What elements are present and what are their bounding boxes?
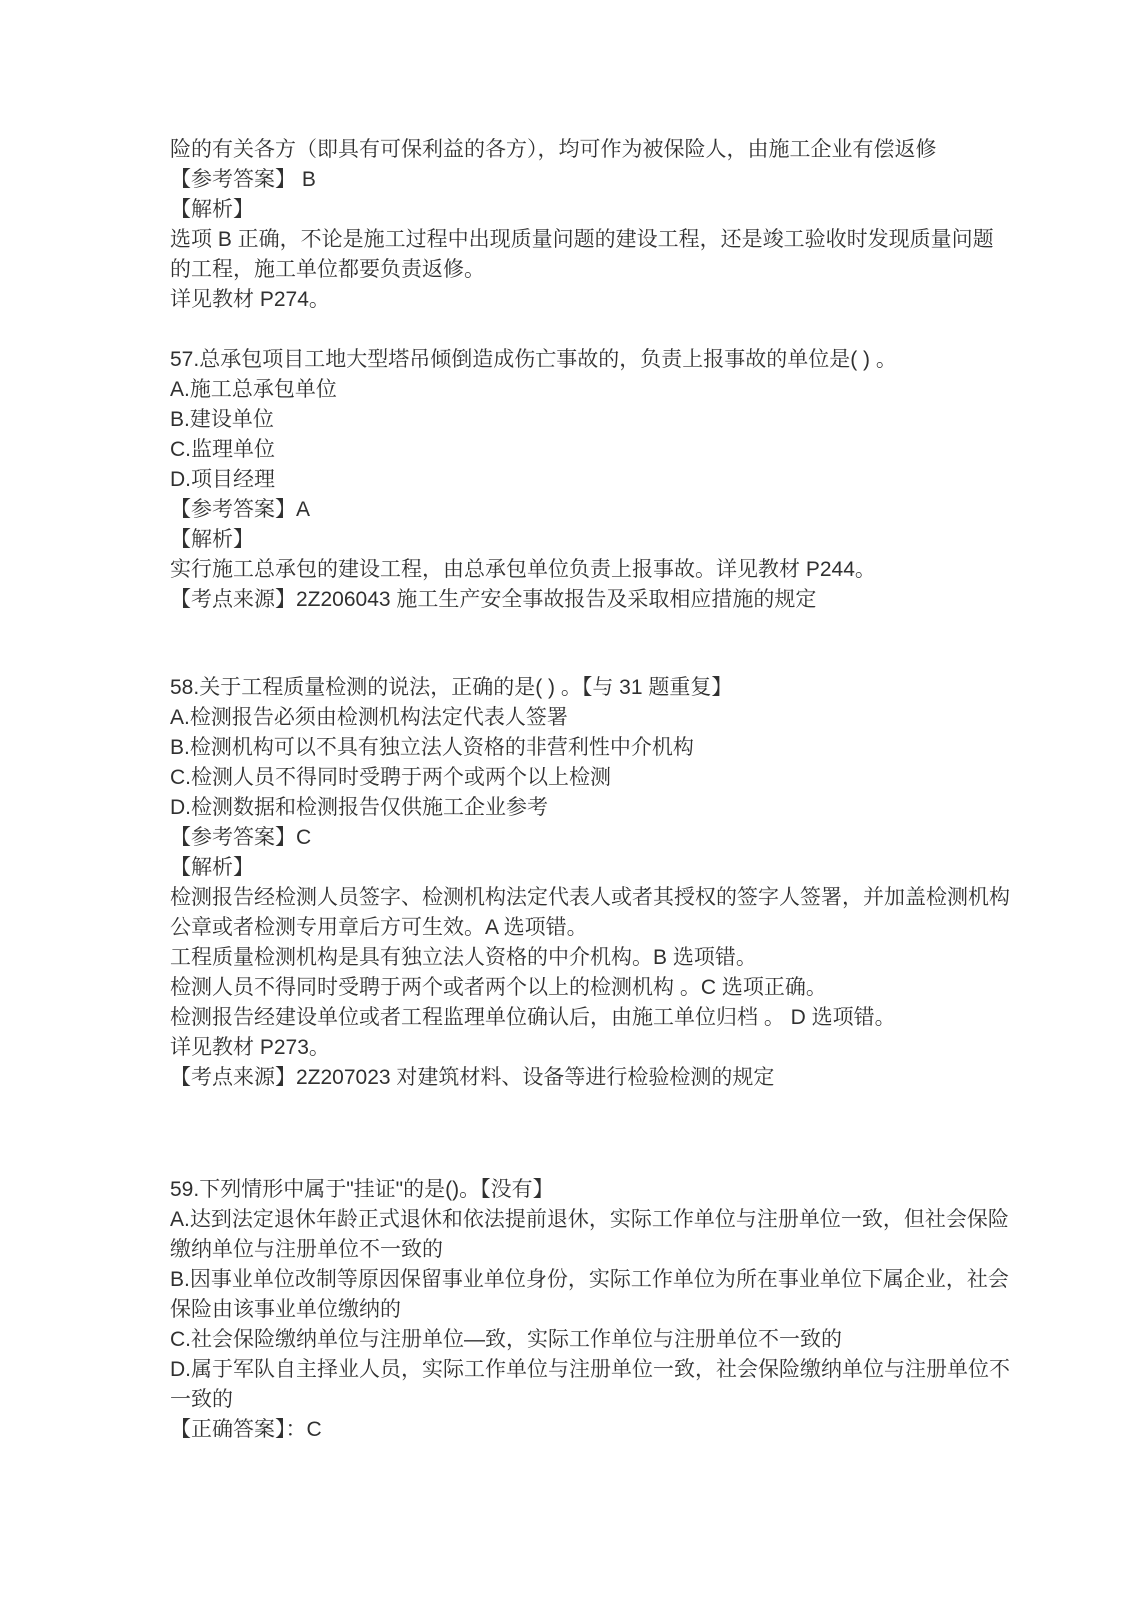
reference-answer-58: 【参考答案】C bbox=[170, 826, 312, 849]
question-59-option-d-line2: 一致的 bbox=[170, 1388, 233, 1411]
question-57-option-a: A.施工总承包单位 bbox=[170, 378, 337, 401]
question-57-title: 57.总承包项目工地大型塔吊倾倒造成伤亡事故的，负责上报事故的单位是( ) 。 bbox=[170, 348, 897, 371]
reference-answer-57: 【参考答案】A bbox=[170, 498, 311, 521]
question-59-option-b-line2: 保险由该事业单位缴纳的 bbox=[170, 1298, 401, 1321]
question-59-option-d-line1: D.属于军队自主择业人员，实际工作单位与注册单位一致，社会保险缴纳单位与注册单位不 bbox=[170, 1358, 1010, 1381]
textbook-reference-58: 详见教材 P273。 bbox=[170, 1036, 330, 1059]
question-57-option-d: D.项目经理 bbox=[170, 468, 275, 491]
question-58-option-d: D.检测数据和检测报告仅供施工企业参考 bbox=[170, 796, 548, 819]
question-59-option-a-line1: A.达到法定退休年龄正式退休和依法提前退休，实际工作单位与注册单位一致，但社会保险 bbox=[170, 1208, 1009, 1231]
question-59-title: 59.下列情形中属于"挂证"的是()。【没有】 bbox=[170, 1178, 554, 1201]
question-58-option-a: A.检测报告必须由检测机构法定代表人签署 bbox=[170, 706, 568, 729]
question-58-title: 58.关于工程质量检测的说法，正确的是( ) 。【与 31 题重复】 bbox=[170, 676, 733, 699]
question-57-option-b: B.建设单位 bbox=[170, 408, 274, 431]
question-58-option-c: C.检测人员不得同时受聘于两个或两个以上检测 bbox=[170, 766, 611, 789]
question-59-option-b-line1: B.因事业单位改制等原因保留事业单位身份，实际工作单位为所在事业单位下属企业，社会 bbox=[170, 1268, 1009, 1291]
question-58-option-b: B.检测机构可以不具有独立法人资格的非营利性中介机构 bbox=[170, 736, 694, 759]
analysis-text-58-line3: 工程质量检测机构是具有独立法人资格的中介机构。B 选项错。 bbox=[170, 946, 757, 969]
analysis-label-58: 【解析】 bbox=[170, 856, 254, 879]
question-57-block bbox=[170, 345, 1011, 615]
correct-answer-59: 【正确答案】：C bbox=[170, 1418, 322, 1441]
analysis-text-58-line2: 公章或者检测专用章后方可生效。A 选项错。 bbox=[170, 916, 588, 939]
textbook-reference-56: 详见教材 P274。 bbox=[170, 288, 330, 311]
analysis-text-58-line5: 检测报告经建设单位或者工程监理单位确认后，由施工单位归档 。 D 选项错。 bbox=[170, 1006, 896, 1029]
question-59-option-a-line2: 缴纳单位与注册单位不一致的 bbox=[170, 1238, 443, 1261]
prev-question-text-continuation: 险的有关各方（即具有可保利益的各方），均可作为被保险人，由施工企业有偿返修 bbox=[170, 138, 937, 161]
question-59-option-c: C.社会保险缴纳单位与注册单位—致，实际工作单位与注册单位不一致的 bbox=[170, 1328, 842, 1351]
question-58-block bbox=[170, 673, 1011, 1093]
question-59-block bbox=[170, 1175, 1011, 1445]
analysis-text-58-line1: 检测报告经检测人员签字、检测机构法定代表人或者其授权的签字人签署，并加盖检测机构 bbox=[170, 886, 1010, 909]
question-56-answer-block bbox=[170, 135, 1011, 315]
analysis-label-57: 【解析】 bbox=[170, 528, 254, 551]
analysis-label-56: 【解析】 bbox=[170, 198, 254, 221]
analysis-text-58-line4: 检测人员不得同时受聘于两个或者两个以上的检测机构 。C 选项正确。 bbox=[170, 976, 827, 999]
knowledge-source-58: 【考点来源】2Z207023 对建筑材料、设备等进行检验检测的规定 bbox=[170, 1066, 775, 1089]
analysis-text-57: 实行施工总承包的建设工程，由总承包单位负责上报事故。详见教材 P244。 bbox=[170, 558, 876, 581]
analysis-text-56-line1: 选项 B 正确，不论是施工过程中出现质量问题的建设工程，还是竣工验收时发现质量问题 bbox=[170, 228, 994, 251]
reference-answer-56: 【参考答案】 B bbox=[170, 168, 316, 191]
question-57-option-c: C.监理单位 bbox=[170, 438, 275, 461]
analysis-text-56-line2: 的工程，施工单位都要负责返修。 bbox=[170, 258, 485, 281]
knowledge-source-57: 【考点来源】2Z206043 施工生产安全事故报告及采取相应措施的规定 bbox=[170, 588, 817, 611]
